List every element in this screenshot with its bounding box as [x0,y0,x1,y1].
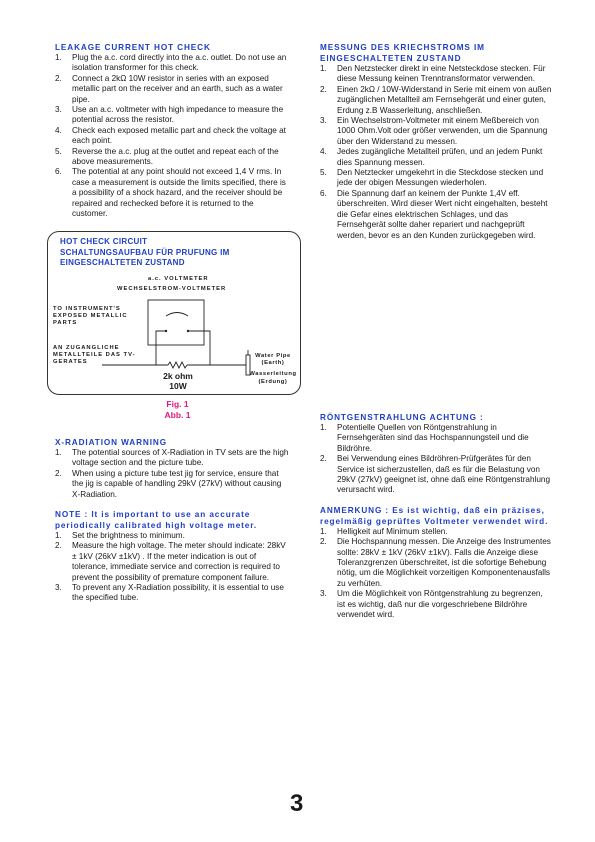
list-item: 1. Plug the a.c. cord directly into the a.c. outlet. Do not use an isolation transformer for this check. [55,53,287,73]
note-list [55,531,290,604]
list-item: 4. Jedes zugängliche Metallteil prüfen, und an jedem Punkt dies Spannung messen. [320,147,543,167]
earth-text: (Earth) [261,360,285,367]
list-item: 2. Bei Verwendung eines Bildröhren-Prüfgerätes für den Service ist sicherzustellen, daß es für die Belastung von 29kV (27kV) geeignet ist, ohne daß eine Röntgenstrahlung verursacht wird. [320,454,551,495]
list-item: 3. Use an a.c. voltmeter with high impedance to measure the potential across the resistor. [55,105,284,125]
resistor-symbol [168,362,187,368]
list-item: 2. Einen 2kΩ / 10W-Widerstand in Serie mit einem von außen zugänglichen Metallteil am Fernsehgerät und einer guten, Erdung z.B Wasserleitung, anschließen. [320,84,552,115]
list-item: 1. Potentielle Quellen von Röntgenstrahlung in Fernsehgeräten sind das Hochspannungsteil und die Bildröhre. [320,423,529,453]
rontgen-title: RÖNTGENSTRAHLUNG ACHTUNG : [320,413,484,422]
anmerkung-title: ANMERKUNG : Es ist wichtig, daß ein präzises, regelmäßig geprüftes Voltmeter verwendet wird. [320,505,549,526]
erdung-text: (Erdung) [258,378,288,385]
xray-title: X-RADIATION WARNING [55,438,168,447]
messung-list [320,64,552,241]
resistor-value [160,372,196,391]
note-title: NOTE : It is important to use an accurate periodically calibrated high voltage meter. [55,510,258,531]
list-item: 2. Measure the high voltage. The meter should indicate: 28kV ± 1kV (26kV ±1kV) . If the meter indication is out of tolerance, immediate service and correction is required to prevent the possibility of premature component failure. [55,541,286,582]
circuit-title-de: SCHALTUNGSAUFBAU FÜR PRUFUNG IM EINGESCHALTETEN ZUSTAND [60,248,230,267]
list-item: 6. Die Spannung darf an keinem der Punkte 1,4V eff. überschreiten. Wird dieser Wert nicht eingehalten, besteht die Gefar eines elektrischen Schlages, und das Fernsehgerät sollte daher repariert und nachgeprüft werden, bevor es an den Kunden zurückgegeben wird. [320,188,548,240]
xray-section [55,437,290,604]
rontgen-section [320,412,552,621]
wire-right [188,331,210,365]
list-item: 3. To prevent any X-Radiation possibility, it is essential to use the specified tube. [55,583,284,603]
list-item: 6. The potential at any point should not exceed 1,4 V rms. In case a measurement is outside the limits specified, there is a possibility of a shock hazard, and the receiver should be repaired and rechecked before it is returned to the customer. [55,167,286,219]
messung-title: MESSUNG DES KRIECHSTROMS IM EINGESCHALTETEN ZUSTAND [320,43,485,63]
water-pipe-text: Water Pipe [255,353,291,359]
rontgen-list [320,423,552,496]
fig-label: Fig. 1 [166,399,189,409]
water-pipe-label [248,353,298,386]
voltmeter-label-de: WECHSELSTROM-VOLTMETER [117,286,227,292]
list-item: 1. The potential sources of X-Radiation in TV sets are the high voltage section and the picture tube. [55,448,289,468]
page-number: 3 [290,790,304,817]
list-item: 4. Check each exposed metallic part and check the voltage at each point. [55,125,286,146]
leakage-title: LEAKAGE CURRENT HOT CHECK [55,43,211,52]
list-item: 1. Helligkeit auf Minimum stellen. [320,526,448,536]
list-item: 3. Ein Wechselstrom-Voltmeter mit einem Meßbereich von 1000 Ohm.Volt oder größer verwenden, um die Spannung über den Widerstand zu messen. [320,116,548,146]
an-zugangliche-label: AN ZUGANGLICHE METALLTEILE DAS TV-GERATES [53,345,136,366]
list-item: 2. Die Hochspannung messen. Die Anzeige des Instrumentes sollte: 28kV ± 1kV (26kV ±1kV). Falls die Anzeige diese Toleranzgrenzen überschreitet, ist die sofortige Behebung nötig, um die Möglichkeit vorzeitigen Komponentenausfalls zu verhüten. [320,537,551,588]
circuit-title: HOT CHECK CIRCUIT [60,237,148,246]
list-item: 5. Reverse the a.c. plug at the outlet and repeat each of the above measurements. [55,146,279,167]
list-item: 2. When using a picture tube test jig for service, ensure that the jig is capable of handling 29kV (27kV) without causing X-Radiation. [55,468,282,499]
anmerkung-list [320,527,552,621]
wasserleitung-text: Wasserleitung [249,371,297,378]
resistor-ohm: 2k ohm [163,371,193,381]
list-item: 2. Connect a 2kΩ 10W resistor in series with an exposed metallic part on the receiver and an earth, such as a water pipe. [55,73,283,104]
resistor-watt: 10W [169,380,187,391]
to-instrument-label: TO INSTRUMENT'S EXPOSED METALLIC PARTS [53,306,128,327]
voltmeter-label: a.c. VOLTMETER [148,276,209,282]
list-item: 1. Set the brightness to minimum. [55,531,185,541]
meter-needle-arc [166,313,188,317]
list-item: 5. Den Netztecker umgekehrt in die Steckdose stecken und jede der obigen Messungen wiederholen. [320,168,544,188]
abb-label: Abb. 1 [164,409,191,420]
list-item: 1. Den Netzstecker direkt in eine Netsteckdose stecken. Für diese Messung keinen Trenntransformator verwenden. [320,64,546,84]
figure-caption [150,399,205,420]
wire-left [156,331,166,365]
list-item: 3. Um die Möglichkeit von Röntgenstrahlung zu begrenzen, ist es wichtig, daß nur die vorgeschriebene Bildröhre verwendet wird. [320,589,543,620]
xray-list [55,448,290,500]
messung-section [320,42,552,241]
